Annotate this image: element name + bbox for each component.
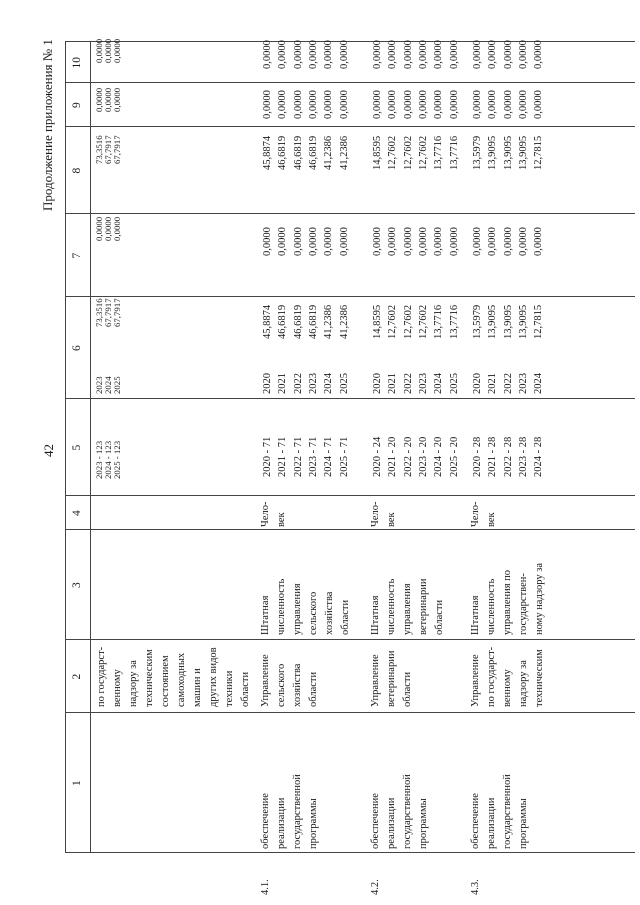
cell-year: 2024 bbox=[323, 373, 335, 394]
cell-amount: 0,0000 bbox=[517, 90, 529, 119]
cell-amount: 0,0000 bbox=[433, 40, 445, 69]
cell-year: 2025 bbox=[338, 373, 350, 394]
cell-amount: 73,3516 bbox=[94, 298, 104, 327]
cell-amount: 46,6819 bbox=[277, 135, 289, 170]
cell-period: 2021 - 28 bbox=[487, 436, 499, 477]
cell-amount: 13,5979 bbox=[472, 304, 483, 339]
cell-amount: 0,0000 bbox=[472, 40, 483, 69]
header-col-9: 9 bbox=[71, 102, 83, 108]
cell-executor: Управление ветеринарии области bbox=[370, 650, 413, 707]
grid-vline bbox=[65, 529, 635, 530]
cell-amount: 45,8874 bbox=[262, 304, 273, 339]
cell-amount: 0,0000 bbox=[323, 40, 335, 69]
cell-amount: 0,0000 bbox=[94, 216, 104, 241]
cell-amount: 0,0000 bbox=[502, 90, 514, 119]
appendix-caption: Продолжение приложения № 1 bbox=[40, 39, 55, 211]
cell-year: 2020 bbox=[372, 373, 383, 394]
cell-year: 2020 bbox=[262, 373, 273, 394]
cell-row-number: 4.2. bbox=[370, 879, 381, 895]
cell-amount: 0,0000 bbox=[487, 40, 499, 69]
cell-amount: 0,0000 bbox=[307, 40, 319, 69]
cell-executor: Управление сельского хозяйства области bbox=[260, 654, 319, 707]
cell-year: 2024 bbox=[433, 373, 445, 394]
cell-amount: 0,0000 bbox=[502, 227, 514, 256]
cell-amount: 0,0000 bbox=[387, 90, 399, 119]
cell-amount: 0,0000 bbox=[277, 40, 289, 69]
cell-amount: 13,5979 bbox=[472, 135, 483, 170]
cell-period: 2023 - 71 bbox=[307, 436, 319, 477]
cell-row-number: 4.1. bbox=[260, 879, 271, 895]
cell-amount: 0,0000 bbox=[448, 227, 460, 256]
cell-amount: 12,7602 bbox=[417, 135, 429, 170]
cell-amount: 0,0000 bbox=[502, 40, 514, 69]
cell-amount: 67,7917 bbox=[103, 135, 113, 164]
cell-amount: 0,0000 bbox=[277, 227, 289, 256]
cell-amount: 0,0000 bbox=[402, 40, 414, 69]
cell-amount: 0,0000 bbox=[112, 216, 122, 241]
header-col-1: 1 bbox=[71, 780, 83, 786]
cell-indicator: Штатная численность управления по государствен- ному надзору за bbox=[470, 562, 545, 635]
cell-period: 2022 - 28 bbox=[502, 436, 514, 477]
cell-amount: 13,7716 bbox=[448, 135, 460, 170]
cell-amount: 0,0000 bbox=[417, 40, 429, 69]
cell-amount: 46,6819 bbox=[292, 135, 304, 170]
cell-amount: 0,0000 bbox=[338, 90, 350, 119]
cell-goal: обеспечение реализации государственной программы bbox=[370, 774, 429, 849]
cell-executor: Управление по государст- венному надзору за техническим bbox=[470, 646, 545, 707]
grid-vline bbox=[65, 213, 635, 214]
cell-period: 2024 - 123 bbox=[103, 440, 113, 479]
cell-period: 2024 - 28 bbox=[533, 436, 545, 477]
cell-year: 2021 bbox=[387, 373, 399, 394]
header-col-5: 5 bbox=[71, 444, 83, 451]
cell-amount: 0,0000 bbox=[103, 216, 113, 241]
cell-amount: 46,6819 bbox=[292, 304, 304, 339]
cell-year: 2025 bbox=[112, 376, 122, 394]
cell-period: 2025 - 123 bbox=[112, 440, 122, 479]
cell-amount: 13,7716 bbox=[448, 304, 460, 339]
cell-amount: 41,2386 bbox=[323, 135, 335, 170]
cell-indicator: Штатная численность управления сельского хозяйства области bbox=[260, 578, 351, 635]
cell-indicator: Штатная численность управления ветеринарии области bbox=[370, 578, 445, 635]
cell-amount: 13,7716 bbox=[433, 135, 445, 170]
cell-amount: 0,0000 bbox=[533, 227, 545, 256]
cell-period: 2025 - 71 bbox=[338, 436, 350, 477]
cell-period: 2023 - 28 bbox=[517, 436, 529, 477]
cell-period: 2022 - 71 bbox=[292, 436, 304, 477]
cell-period: 2020 - 71 bbox=[262, 436, 273, 477]
cell-amount: 0,0000 bbox=[448, 40, 460, 69]
cell-year: 2020 bbox=[472, 373, 483, 394]
cell-amount: 0,0000 bbox=[417, 227, 429, 256]
cell-amount: 0,0000 bbox=[372, 227, 383, 256]
cell-amount: 13,9095 bbox=[502, 304, 514, 339]
cell-amount: 0,0000 bbox=[307, 227, 319, 256]
cell-amount: 0,0000 bbox=[338, 40, 350, 69]
cell-amount: 12,7602 bbox=[417, 304, 429, 339]
cell-amount: 41,2386 bbox=[338, 135, 350, 170]
cell-period: 2020 - 24 bbox=[372, 436, 383, 477]
header-col-7: 7 bbox=[71, 252, 83, 259]
cell-amount: 0,0000 bbox=[307, 90, 319, 119]
cell-amount: 0,0000 bbox=[94, 87, 104, 112]
cell-amount: 13,9095 bbox=[487, 304, 499, 339]
cell-unit: Чело- век bbox=[260, 501, 287, 527]
grid-vline bbox=[65, 639, 635, 640]
header-col-10: 10 bbox=[71, 57, 83, 69]
cell-year: 2025 bbox=[448, 373, 460, 394]
header-col-2: 2 bbox=[71, 673, 83, 680]
grid-vline bbox=[65, 126, 635, 127]
cell-amount: 73,3516 bbox=[94, 135, 104, 164]
cell-amount: 0,0000 bbox=[372, 40, 383, 69]
grid-vline bbox=[65, 712, 635, 713]
cell-amount: 0,0000 bbox=[487, 227, 499, 256]
cell-year: 2021 bbox=[487, 373, 499, 394]
grid-vline bbox=[65, 82, 635, 83]
cell-amount: 45,8874 bbox=[262, 135, 273, 170]
cell-year: 2023 bbox=[94, 376, 104, 394]
cell-period: 2022 - 20 bbox=[402, 436, 414, 477]
cell-period: 2025 - 20 bbox=[448, 436, 460, 477]
cell-amount: 13,7716 bbox=[433, 304, 445, 339]
cell-amount: 0,0000 bbox=[262, 90, 273, 119]
cell-amount: 0,0000 bbox=[517, 227, 529, 256]
cell-amount: 13,9095 bbox=[502, 135, 514, 170]
cell-amount: 12,7815 bbox=[533, 135, 545, 170]
header-col-8: 8 bbox=[71, 167, 83, 174]
cell-year: 2022 bbox=[502, 373, 514, 394]
cell-amount: 0,0000 bbox=[387, 40, 399, 69]
cell-amount: 14,8595 bbox=[372, 304, 383, 339]
cell-goal: обеспечение реализации государственной программы bbox=[260, 774, 319, 849]
cell-amount: 0,0000 bbox=[292, 227, 304, 256]
cell-amount: 0,0000 bbox=[323, 227, 335, 256]
header-col-6: 6 bbox=[71, 345, 83, 351]
cell-year: 2022 bbox=[292, 373, 304, 394]
cell-amount: 0,0000 bbox=[417, 90, 429, 119]
cell-amount: 0,0000 bbox=[448, 90, 460, 119]
cell-amount: 0,0000 bbox=[262, 40, 273, 69]
cell-unit: Чело- век bbox=[370, 501, 397, 527]
grid-hline bbox=[90, 42, 91, 853]
grid-vline bbox=[65, 296, 635, 297]
cell-amount: 41,2386 bbox=[323, 304, 335, 339]
cell-year: 2023 bbox=[517, 373, 529, 394]
cell-period: 2023 - 20 bbox=[417, 436, 429, 477]
cell-unit: Чело- век bbox=[470, 501, 497, 527]
cell-goal: обеспечение реализации государственной программы bbox=[470, 774, 529, 849]
cell-amount: 12,7815 bbox=[533, 304, 545, 339]
cell-amount: 13,9095 bbox=[487, 135, 499, 170]
cell-amount: 0,0000 bbox=[338, 227, 350, 256]
cell-amount: 0,0000 bbox=[94, 38, 104, 63]
cell-amount: 0,0000 bbox=[472, 90, 483, 119]
cell-amount: 0,0000 bbox=[402, 227, 414, 256]
cell-period: 2021 - 71 bbox=[277, 436, 289, 477]
cell-amount: 0,0000 bbox=[262, 227, 273, 256]
cell-amount: 0,0000 bbox=[103, 38, 113, 63]
cell-amount: 0,0000 bbox=[292, 90, 304, 119]
cell-year: 2024 bbox=[103, 376, 113, 394]
cell-period: 2024 - 20 bbox=[433, 436, 445, 477]
cell-year: 2021 bbox=[277, 373, 289, 394]
cell-amount: 41,2386 bbox=[338, 304, 350, 339]
cell-amount: 12,7602 bbox=[387, 304, 399, 339]
cell-amount: 0,0000 bbox=[387, 227, 399, 256]
cell-amount: 0,0000 bbox=[112, 38, 122, 63]
cell-amount: 67,7917 bbox=[112, 298, 122, 327]
cell-year: 2022 bbox=[402, 373, 414, 394]
cell-amount: 67,7917 bbox=[112, 135, 122, 164]
cell-amount: 12,7602 bbox=[387, 135, 399, 170]
cell-amount: 0,0000 bbox=[103, 87, 113, 112]
cell-amount: 0,0000 bbox=[487, 90, 499, 119]
cell-period: 2024 - 71 bbox=[323, 436, 335, 477]
grid-vline bbox=[65, 852, 635, 853]
header-col-4: 4 bbox=[71, 510, 83, 516]
cell-row-number: 4.3. bbox=[470, 879, 481, 895]
cell-period: 2021 - 20 bbox=[387, 436, 399, 477]
grid-vline bbox=[65, 495, 635, 496]
cell-amount: 46,6819 bbox=[277, 304, 289, 339]
cell-amount: 0,0000 bbox=[533, 40, 545, 69]
cell-amount: 0,0000 bbox=[372, 90, 383, 119]
cell-amount: 46,6819 bbox=[307, 304, 319, 339]
cell-year: 2023 bbox=[417, 373, 429, 394]
header-col-3: 3 bbox=[71, 582, 83, 588]
cell-period: 2023 - 123 bbox=[94, 440, 104, 479]
cell-year: 2023 bbox=[307, 373, 319, 394]
cell-amount: 14,8595 bbox=[372, 135, 383, 170]
cell-amount: 46,6819 bbox=[307, 135, 319, 170]
cell-period: 2020 - 28 bbox=[472, 436, 483, 477]
cell-amount: 13,9095 bbox=[517, 304, 529, 339]
page-number: 42 bbox=[41, 444, 56, 457]
cell-amount: 12,7602 bbox=[402, 135, 414, 170]
cell-amount: 0,0000 bbox=[533, 90, 545, 119]
cell-amount: 0,0000 bbox=[517, 40, 529, 69]
cell-amount: 0,0000 bbox=[402, 90, 414, 119]
cell-amount: 67,7917 bbox=[103, 298, 113, 327]
grid-vline bbox=[65, 398, 635, 399]
cell-amount: 0,0000 bbox=[292, 40, 304, 69]
cell-amount: 0,0000 bbox=[277, 90, 289, 119]
cell-amount: 0,0000 bbox=[433, 227, 445, 256]
cell-executor-cont: по государст- венному надзору за техническим состоянием самоходных машин и других видов техники области bbox=[96, 646, 251, 707]
cell-amount: 0,0000 bbox=[472, 227, 483, 256]
cell-year: 2024 bbox=[533, 373, 545, 394]
cell-amount: 0,0000 bbox=[433, 90, 445, 119]
cell-amount: 12,7602 bbox=[402, 304, 414, 339]
cell-amount: 13,9095 bbox=[517, 135, 529, 170]
cell-amount: 0,0000 bbox=[323, 90, 335, 119]
grid-hline bbox=[65, 42, 66, 853]
cell-amount: 0,0000 bbox=[112, 87, 122, 112]
